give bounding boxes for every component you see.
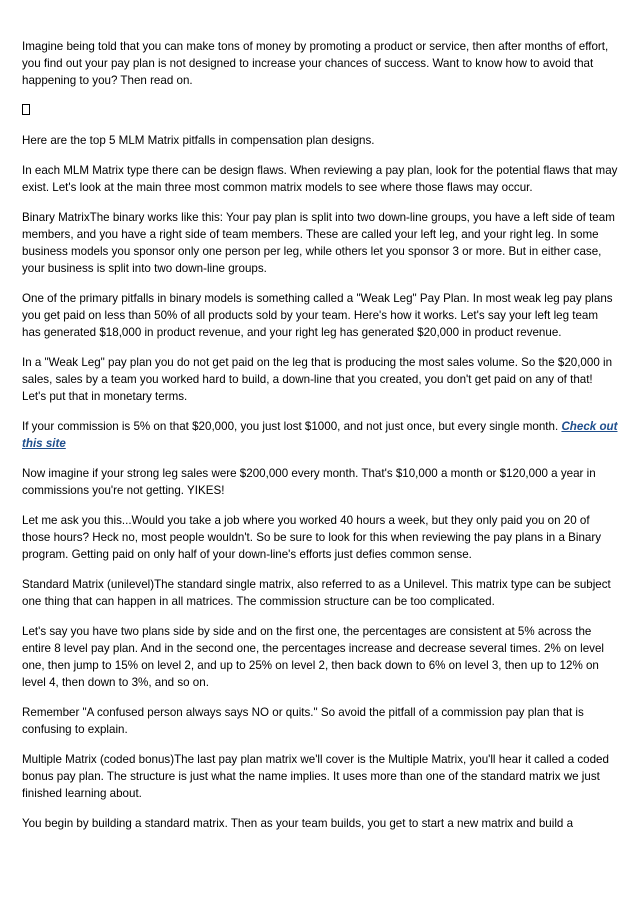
paragraph-weak-leg: One of the primary pitfalls in binary models is something called a "Weak Leg" Pay Plan. In most weak leg pay plans you get paid on less than 50% of all products sold by your team. Here's how it works. Let's say your left leg team has generated $18,000 in product revenue, and your right leg has generated $20,000 in product revenue.	[22, 292, 613, 339]
paragraph-commission	[22, 418, 618, 452]
paragraph-job: Let me ask you this...Would you take a job where you worked 40 hours a week, but they only paid you on 20 of those hours? Heck no, most people wouldn't. So be sure to look for this when reviewing the pay plans in a Binary program. Getting paid on only half of your down-line's efforts just defies common sense.	[22, 514, 602, 561]
paragraph-standard-matrix: Standard Matrix (unilevel)The standard single matrix, also referred to as a Unilevel. This matrix type can be subject one thing that can happen in all matrices. The commission structure can be too complicated.	[22, 578, 611, 608]
paragraph-begin: You begin by building a standard matrix. Then as your team builds, you get to start a new matrix and build a	[22, 817, 574, 830]
paragraph-weak-leg-2: In a "Weak Leg" pay plan you do not get paid on the leg that is producing the most sales volume. So the $20,000 in sales, sales by a team you worked hard to build, a down-line that you created, you don't get paid on any of that! Let's put that in monetary terms.	[22, 356, 613, 403]
check-out-this-site-link[interactable]: Check out this site	[22, 420, 618, 450]
paragraph-two-plans: Let's say you have two plans side by side and on the first one, the percentages are consistent at 5% across the entire 8 level pay plan. And in the second one, the percentages increase and decrease several times. 2% on level one, then jump to 15% on level 2, and up to 25% on level 2, then back down to 6% on level 3, then up to 12% on level 4, then down to 3%, and so on.	[22, 625, 604, 689]
commission-text: If your commission is 5% on that $20,000, you just lost $1000, and not just once, but every single month.	[22, 420, 559, 433]
paragraph-strong-leg: Now imagine if your strong leg sales were $200,000 every month. That's $10,000 a month or $120,000 a year in commissions you're not getting. YIKES!	[22, 467, 596, 497]
paragraph-flaws: In each MLM Matrix type there can be design flaws. When reviewing a pay plan, look for the potential flaws that may exist. Let's look at the main three most common matrix models to see where those flaws may occur.	[22, 164, 618, 194]
paragraph-intro: Imagine being told that you can make tons of money by promoting a product or service, then after months of effort, you find out your pay plan is not designed to increase your chances of success. Want to know how to avoid that happening to you? Then read on.	[22, 40, 609, 87]
document-body	[22, 38, 618, 845]
paragraph-top5: Here are the top 5 MLM Matrix pitfalls in compensation plan designs.	[22, 134, 375, 147]
paragraph-remember: Remember "A confused person always says NO or quits." So avoid the pitfall of a commission pay plan that is confusing to explain.	[22, 706, 584, 736]
placeholder-box-icon	[22, 104, 30, 115]
paragraph-multiple-matrix: Multiple Matrix (coded bonus)The last pay plan matrix we'll cover is the Multiple Matrix, you'll hear it called a coded bonus pay plan. The structure is just what the name implies. It uses more than one of the standard matrix we just finished learning about.	[22, 753, 609, 800]
paragraph-binary: Binary MatrixThe binary works like this: Your pay plan is split into two down-line groups, you have a left side of team members, and you have a right side of team members. These are called your left leg, and your right leg. In some business models you sponsor only one person per leg, while others let you sponsor 3 or more. But in either case, your business is split into two down-line groups.	[22, 211, 615, 275]
missing-glyph-icon	[22, 102, 618, 119]
